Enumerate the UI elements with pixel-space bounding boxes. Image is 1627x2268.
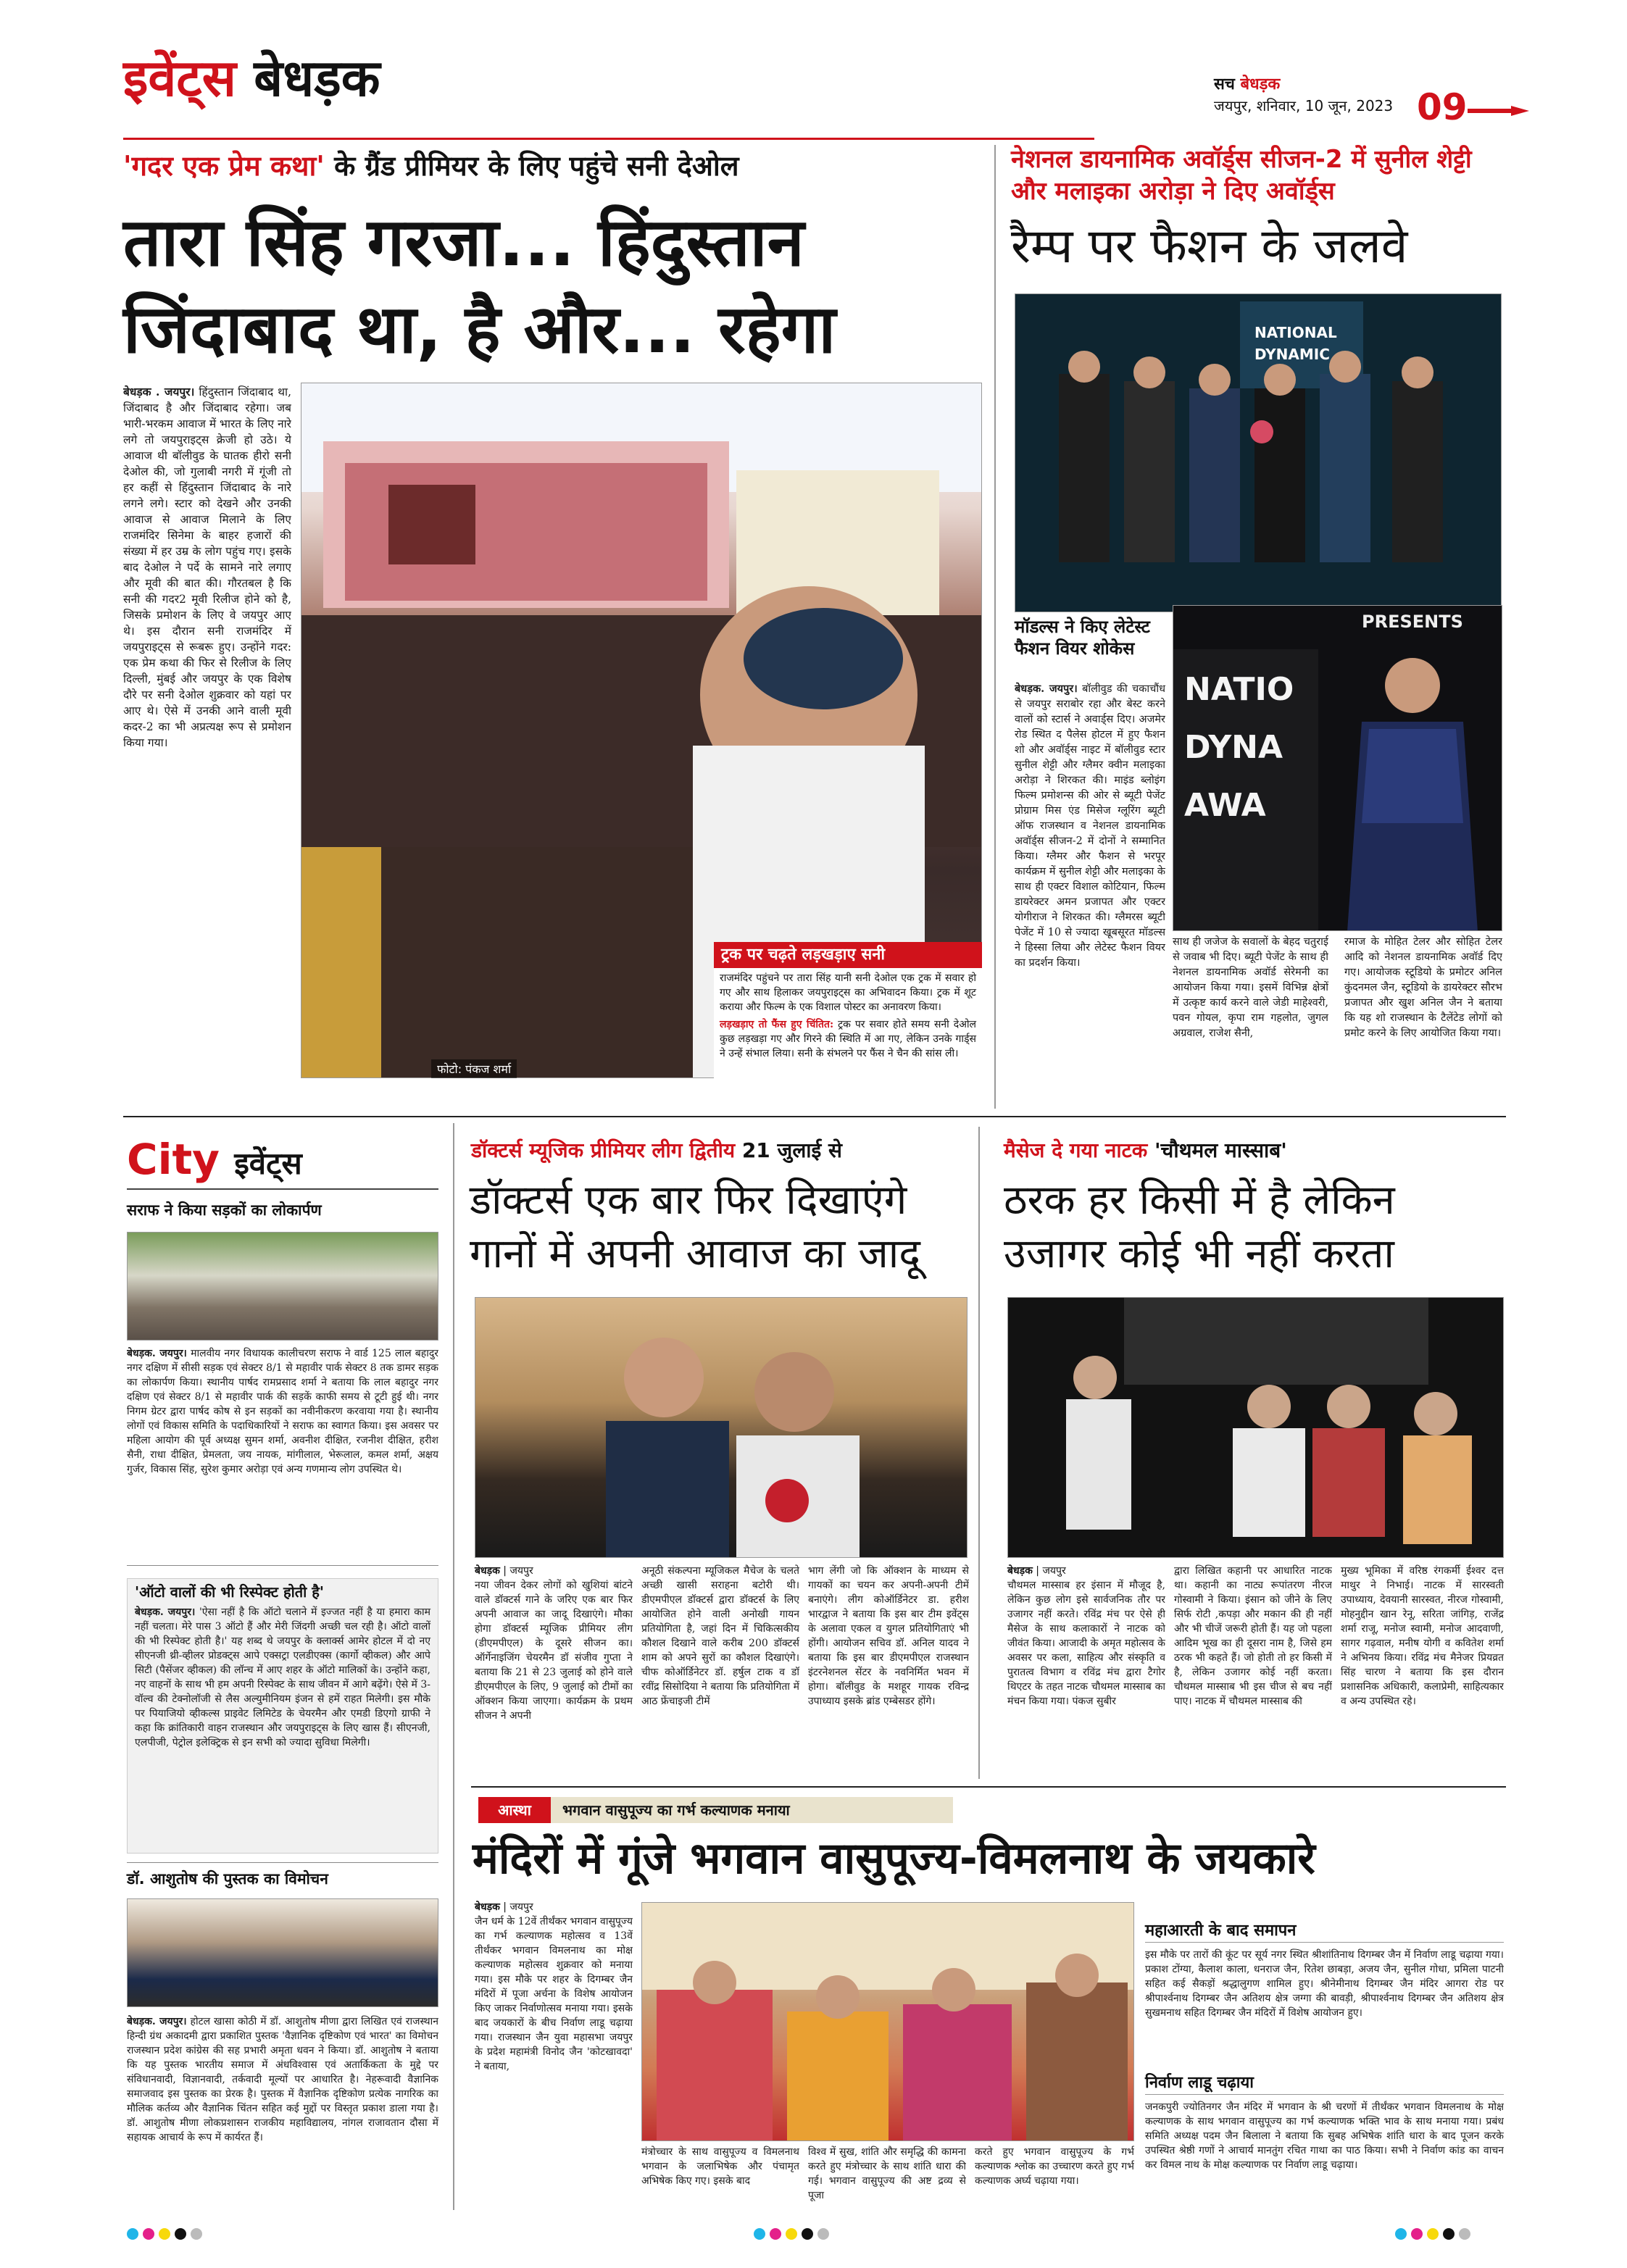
pen-nib-icon [1468, 105, 1529, 112]
section-title [123, 49, 380, 107]
nd-headline: रैम्प पर फैशन के जलवे [1011, 218, 1408, 274]
doctors-headline: डॉक्टर्स एक बार फिर दिखाएंगे गानों में अपनी आवाज का जादू [470, 1177, 921, 1277]
sunny-caption-sub: लड़खड़ाए तो फैंस हुए चिंतित: ट्रक पर सवार होते समय सनी देओल कुछ लड़खड़ा गए और गिरने की स्थिति में आ गए, लेकिन उनके गार्ड्स ने उन्हें संभाल लिया। सनी के संभलने पर फैंस ने चैन की सांस ली। [720, 1019, 977, 1059]
city-item2-box [127, 1578, 438, 1854]
page-number: 09 [1417, 86, 1468, 128]
tagline: सच बेधड़क [1214, 75, 1281, 93]
city-item2-body: बेधड़क. जयपुर। 'ऐसा नहीं है कि ऑटो चलाने में इज्जत नहीं है या हमारा काम नहीं चलता। मेरे पास 3 ऑटो हैं और मेरी जिंदगी अच्छी चल रही है। ऑटो वालों की भी रिस्पेक्ट होती है।' यह शब्द थे जयपुर के क्लार्क्स आमेर होटल में दो नए सीएनजी थ्री-व्हीलर प्रोडक्ट्स आपे एक्सट्रा एलडीएक्स (कार्गो व्हीकल) और आपे सिटी (पैसेंजर व्हीकल) की लॉन्च में आए शहर के ऑटो मालिकों के। उन्होंने कहा, नए वाहनों के साथ भी हम अपनी रिस्पेक्ट के साथ जीवन में आगे बढ़ेंगे। ऐसे में 3-वॉल्व की टेक्नोलॉजी से लैस अल्युमीनियम इंजन से हमें राहत मिलेगी। इस मौके पर पियाजियो व्हीकल्स प्राइवेट लिमिटेड के चेयरमैन और एमडी डिएगो ग्राफी ने कहा कि क्रांतिकारी वाहन राजस्थान और जयपुराइट्स के लिए खास हैं। सीएनजी, एलपीजी, पेट्रोल इलेक्ट्रिक से इन सभी को ज्यादा सुविधा मिलेगी। [135, 1606, 430, 1748]
doctors-col1: नया जीवन देकर लोगों को खुशियां बांटने वाले डॉक्टर्स गाने के जरिए एक बार फिर अपनी आवाज का जादू दिखाएंगे। मौका होगा डॉक्टर्स म्यूजिक प्रीमियर लीग (डीएमपीएल) के दूसरे सीजन का। ऑर्गेनाइजिंग चेयरमैन डॉ संजीव गुप्ता ने बताया कि 21 से 23 जुलाई को होने वाले डीएमपीएल के लिए, 9 जुलाई को टीमों का ऑक्शन किया जाएगा। कार्यक्रम के प्रथम सीजन ने अपनी [475, 1580, 633, 1722]
natak-col1: चौथमल मास्साब हर इंसान में मौजूद है, लेकिन कुछ लोग इसे सार्वजनिक तौर पर उजागर नहीं करते। रविंद्र मंच पर ऐसे ही मैसेज के साथ कलाकारों ने नाटक को जीवंत किया। आजादी के अमृत महोत्सव के अवसर पर कला, साहित्य और संस्कृति व पुरातत्व विभाग व रविंद्र मंच द्वारा टैगोर थिएटर के तहत नाटक चौथमल मास्साब का मंचन किया गया। पंकज सुबीर [1007, 1580, 1165, 1707]
aastha-photo [641, 1902, 1134, 2141]
nd-subhead: मॉडल्स ने किए लेटेस्ट फैशन वियर शोकेस [1015, 617, 1150, 659]
doctors-kicker: डॉक्टर्स म्यूजिक प्रीमियर लीग द्वितीय 21 जुलाई से [471, 1138, 842, 1162]
doctors-photo [475, 1297, 968, 1558]
aastha-sub1-title: महाआरती के बाद समापन [1145, 1920, 1504, 1943]
mid-rule [123, 1116, 1506, 1117]
city-item2-title: 'ऑटो वालों की भी रिस्पेक्ट होती है' [135, 1583, 325, 1601]
svg-text:DYNAMIC: DYNAMIC [1254, 346, 1330, 363]
nd-col3: रमाज के मोहित टेलर और सोहित टेलर आदि को नेशनल डायनामिक अवॉर्ड दिए गए। आयोजक स्टूडियो के प्रमोटर अनिल कुंदनमल जैन, स्टूडियो के डायरेक्टर सौरभ प्रजापत और खुश अनिल जैन ने बताया कि यह शो राजस्थान के टैलेंटेड लोगों को प्रमोट करने के लिए आयोजित किया गया। [1344, 936, 1502, 1039]
city-item1-title: सराफ ने किया सड़कों का लोकार्पण [127, 1201, 322, 1219]
aastha-label: आस्था [478, 1797, 551, 1823]
aastha-rule [471, 1786, 1506, 1788]
aastha-sub1-body: इस मौके पर तारों की कूंट पर सूर्य नगर स्थित श्रीशांतिनाथ दिगम्बर जैन में निर्वाण लाडू चढ़ाया गया। प्रकाश टोंग्या, कैलाश काला, धनराज जैन, रितेश छाबड़ा, अजय जैन, सुनील गोधा, प्रमिला पाटनी सहित कई सैकड़ों श्रद्धालुगण शामिल हुए। श्रीनेमीनाथ दिगम्बर जैन मंदिर आगरा रोड पर श्रीपार्श्वनाथ दिगम्बर जैन अतिशय क्षेत्र जग्गा की बावड़ी, श्रीपार्श्वनाथ दिगम्बर जैन अतिशय क्षेत्र सुखमनाथ सहित दिगम्बर जैन मंदिरों में विशेष आयोजन हुए। [1145, 1949, 1504, 2019]
doctors-natak-divider [978, 1127, 980, 1779]
sunny-body: बेधड़क . जयपुर। हिंदुस्तान जिंदाबाद था, जिंदाबाद है और जिंदाबाद रहेगा। जब भारी-भरकम आवाज में भारत के लिए नारे लगे तो जयपुराइट्स क्रेजी हो उठे। ये आवाज थी बॉलीवुड के घातक हीरो सनी देओल की, जो गुलाबी नगरी में गूंजी तो हर कहीं से हिंदुस्तान जिंदाबाद के नारे लगने लगे। स्टार को देखने और उनकी आवाज से आवाज मिलाने के लिए राजमंदिर सिनेमा के बाहर हजारों की संख्या में हर उम्र के लोग पहुंच गए। इसके बाद देओल ने पर्दे के सामने नारे लगाए और मूवी की बात की। गौरतबल है कि सनी की गदर2 मूवी रिलीज होने को है, जिसके प्रमोशन के लिए वे जयपुर आए थे। इस दौरान सनी राजमंदिर में जयपुराइट्स से रूबरू हुए। उन्होंने गदर: एक प्रेम कथा की फिर से रिलीज के लिए दिल्ली, मुंबई और जयपुर के एक विशेष दौरे पर सनी देओल शुक्रवार को यहां पर आए थे। ऐसे में उनकी आने वाली मूवी कदर-2 का भी अप्रत्यक्ष रूप से प्रमोशन किया गया। [123, 385, 291, 749]
city-item3-photo [127, 1898, 438, 2007]
city-item3-body: बेधड़क. जयपुर। होटल खासा कोठी में डॉ. आशुतोष मीणा द्वारा लिखित एवं राजस्थान हिन्दी ग्रंथ अकादमी द्वारा प्रकाशित पुस्तक 'वैज्ञानिक दृष्टिकोण एवं भारत' का विमोचन राजस्थान प्रदेश कांग्रेस की सह प्रभारी अमृता धवन ने किया। डॉ. आशुतोष ने बताया कि यह पुस्तक भारतीय समाज में अंधविश्वास एवं अतार्किकता के मुद्दे पर संविधानवादी, विज्ञानवादी, तर्कवादी मूल्यों पर आधारित है। नेहरूवादी वैज्ञानिक समाजवाद इस पुस्तक का प्रेरक है। पुस्तक में वैज्ञानिक दृष्टिकोण प्रत्येक नागरिक का मौलिक कर्तव्य और वैज्ञानिक चिंतन सहित कई मुद्दों पर विस्तृत प्रकाश डाला गया है। डॉ. आशुतोष मीणा लोकप्रशासन राजकीय महाविद्यालय, नांगल राजावतान दौसा में सहायक आचार्य के रूप में कार्यरत हैं। [127, 2016, 438, 2143]
sunny-kicker: 'गदर एक प्रेम कथा' के ग्रैंड प्रीमियर के लिए पहुंचे सनी देओल [123, 150, 739, 182]
svg-text:DYNA: DYNA [1184, 729, 1283, 766]
black-dot [175, 2228, 186, 2240]
natak-byline: बेधड़क | जयपुर [1007, 1565, 1066, 1577]
sunny-caption-box [714, 942, 982, 1078]
aastha-sub2-title: निर्वाण लाडू चढ़ाया [1145, 2072, 1504, 2095]
sunny-byline: बेधड़क . जयपुर। [123, 385, 195, 399]
cyan-dot [127, 2228, 138, 2240]
nd-col1: बेधड़क. जयपुर। बॉलीवुड की चकाचौंध से जयपुर सराबोर रहा और बेस्ट करने वालों को स्टार्स ने अवार्ड्स दिए। अजमेर रोड स्थित द पैलेस होटल में हुए फैशन शो और अवॉर्ड्स नाइट में बॉलीवुड स्टार सुनील शेट्टी और ग्लैमर क्वीन मलाइका अरोड़ा ने शिरकत की। माइंड ब्लोइंग फिल्म प्रमोशन्स की ओर से ब्यूटी पेजेंट प्रोग्राम मिस एंड मिसेज ग्लूरिंग ब्यूटी ऑफ राजस्थान व नेशनल डायनामिक अवॉर्ड्स सीजन-2 में दोनों ने सम्मानित किया। ग्लैमर और फैशन से भरपूर कार्यक्रम में सुनील शेट्टी और मलाइका के साथ ही एक्टर विशाल कोटियान, फिल्म डायरेक्टर अमन प्रजापत और एक्टर योगीराज ने शिरकत की। ग्लैमरस ब्यूटी पेजेंट में 10 से ज्यादा खूबसूरत मॉडल्स ने हिस्सा लिया और लेटेस्ट फैशन वियर का प्रदर्शन किया। [1015, 683, 1165, 969]
nd-col2: साथ ही जजेज के सवालों के बेहद चतुराई से जवाब भी दिए। ब्यूटी पेजेंट के साथ ही नेशनल डायनामिक अवॉर्ड सेरेमनी का आयोजन किया गया। इसमें विभिन्न क्षेत्रों में उत्कृष्ट कार्य करने वाले जेडी माहेश्वरी, पवन गोयल, कृपा राम गहलोत, जुगल अग्रवाल, राजेश सैनी, [1173, 936, 1328, 1039]
doctors-col2: अनूठी संकल्पना म्यूजिकल मैचेज के चलते अच्छी खासी सराहना बटोरी थी। डीएमपीएल डॉक्टर्स द्वारा डॉक्टर्स के लिए आयोजित होने वाली अनोखी गायन प्रतियोगिता है, जहां दिन में चिकित्सकीय कौशल दिखाने वाले करीब 200 डॉक्टर्स शाम को अपने सुरों का कौशल दिखाएंगे। चीफ कोऑर्डिनेटर डॉ. हर्षुल टाक व डॉ रवींद्र सिसोदिया ने बताया कि प्रतियोगिता में आठ फ्रेंचाइजी टीमें [641, 1565, 799, 1707]
masthead [123, 43, 1507, 128]
city-item1-photo [127, 1232, 438, 1341]
aastha-kicker: भगवान वासुपूज्य का गर्भ कल्याणक मनाया [551, 1797, 953, 1823]
aastha-col4: करते हुए भगवान वासुपूज्य के गर्भ कल्याणक श्लोक का उच्चारण करते हुए गर्भ कल्याणक अर्घ्य चढ़ाया गया। [975, 2146, 1134, 2187]
aastha-sub2-body: जनकपुरी ज्योतिनगर जैन मंदिर में भगवान के श्री चरणों में तीर्थंकर भगवान विमलनाथ के मोक्ष कल्याणक के साथ भगवान वासुपूज्य का गर्भ कल्याणक भक्ति भाव के साथ मनाया गया। प्रबंध समिति अध्यक्ष पदम जैन बिलाला ने बताया कि सुबह अभिषेक शांति धारा के बाद पूजन करके उपस्थित श्रेष्ठी गणों ने आचार्य मानतुंग रचित गाथा का पाठ किया। सभी ने निर्वाण कांड का वाचन कर विमल नाथ के मोक्ष कल्याणक पर निर्वाण लाडू चढ़ाया। [1145, 2101, 1504, 2171]
city-logo: City इवेंट्स [127, 1135, 302, 1184]
city-item3-title: डॉ. आशुतोष की पुस्तक का विमोचन [127, 1870, 328, 1888]
section-title-red: इवेंट्स [123, 49, 236, 108]
doctors-col3: भाग लेंगी जो कि ऑक्शन के माध्यम से गायकों का चयन कर अपनी-अपनी टीमें बनाएंगे। लीग कोऑर्डिनेटर डा. हरीश भारद्वाज ने बताया कि इस बार टीम इवेंट्स के अलावा एकल व युगल प्रतियोगिताएं भी होंगी। आयोजन सचिव डॉ. अनिल यादव ने बताया कि इस बार डीएमपीएल राजस्थान इंटरनेशनल सेंटर के नवनिर्मित भवन में होगा। बॉलीवुड के मशहूर गायक रविन्द्र उपाध्याय इसके ब्रांड एम्बेसडर होंगे। [808, 1565, 969, 1707]
sunny-headline: तारा सिंह गरजा... हिंदुस्तान जिंदाबाद था, है और... रहेगा [123, 204, 836, 368]
city-divider-1 [127, 1565, 438, 1566]
registration-marks-right [1395, 2228, 1475, 2243]
natak-col3: मुख्य भूमिका में वरिष्ठ रंगकर्मी ईश्वर दत्त माथुर ने निभाई। नाटक में सारस्वती उपाध्याय, देवयानी सारस्वत, नीरज गोस्वामी, मोहनुद्दीन खान रेनू, सरिता जांगिड़, राजेंद्र शर्मा राजू, मनोज स्वामी, मनोज आदवाणी, सागर गढ़वाल, मनीष योगी व कवितेश शर्मा ने अभिनय किया। रविंद्र मंच मैनेजर प्रियव्रत सिंह चारण ने बताया कि इस दौरान प्रशासनिक अधिकारी, कलाप्रेमी, साहित्यकार व अन्य उपस्थित रहे। [1341, 1565, 1504, 1707]
masthead-rule [123, 138, 1094, 140]
city-divider-2 [127, 1862, 438, 1863]
nd-group-photo [1015, 293, 1502, 612]
city-rule [127, 1188, 438, 1190]
sunny-photo-credit: फोटो: पंकज शर्मा [431, 1059, 517, 1078]
nd-malaika-photo [1173, 605, 1502, 931]
aastha-headline: मंदिरों में गूंजे भगवान वासुपूज्य-विमलनाथ के जयकारे [473, 1833, 1315, 1884]
natak-headline: ठरक हर किसी में है लेकिन उजागर कोई भी नहीं करता [1004, 1177, 1395, 1277]
aastha-byline: बेधड़क | जयपुर [475, 1901, 533, 1913]
top-column-divider [994, 145, 996, 1109]
svg-text:AWA: AWA [1184, 787, 1266, 824]
aastha-col2: मंत्रोच्चार के साथ वासुपूज्य व विमलनाथ भगवान के जलाभिषेक और पंचामृत अभिषेक किए गए। इसके बाद [641, 2146, 799, 2187]
city-item1-body: बेधड़क. जयपुर। मालवीय नगर विधायक कालीचरण सराफ ने वार्ड 125 लाल बहादुर नगर दक्षिण में सीसी सड़क एवं सेक्टर 8/1 से महावीर पार्क सेक्टर 8 तक डामर सड़क का लोकार्पण किया। स्थानीय पार्षद रामप्रसाद शर्मा ने बताया कि लाल बहादुर नगर दक्षिण एवं सेक्टर 8/1 से महावीर पार्क की सड़कें काफी समय से टूटी हुई थी। नगर निगम ग्रेटर द्वारा पार्षद कोष से इन सड़कों का नवीनीकरण करवाया गया है। स्थानीय लोगों एवं विकास समिति के पदाधिकारियों ने सराफ का स्वागत किया। इस अवसर पर महिला आयोग की पूर्व अध्यक्ष सुमन शर्मा, अवनीश दीक्षित, रजनीश दीक्षित, हरीश सैनी, राधा दीक्षित, प्रेमलता, जय नायक, मांगीलाल, भेरूलाल, कमल शर्मा, अक्षय गुर्जर, विकास सिंह, सुरेश कुमार अरोड़ा एवं अन्य गणमान्य लोग उपस्थित थे। [127, 1348, 438, 1475]
natak-photo [1007, 1297, 1504, 1558]
registration-marks-left [127, 2228, 207, 2243]
dateline: जयपुर, शनिवार, 10 जून, 2023 [1214, 97, 1394, 114]
grey-dot [191, 2228, 202, 2240]
doctors-byline: बेधड़क | जयपुर [475, 1565, 533, 1577]
natak-kicker: मैसेज दे गया नाटक 'चौथमल मास्साब' [1004, 1138, 1287, 1162]
section-title-black: बेधड़क [254, 49, 380, 108]
nd-presents-text: PRESENTS [1362, 612, 1463, 632]
aastha-col3: विश्व में सुख, शांति और समृद्धि की कामना करते हुए मंत्रोच्चार के साथ शांति धारा की गई। भगवान वासुपूज्य की अष्ट द्रव्य से पूजा [808, 2146, 966, 2201]
nd-stage-logo: NATIONAL [1254, 324, 1337, 341]
nd-kicker: नेशनल डायनामिक अवॉर्ड्स सीजन-2 में सुनील शेट्टी और मलाइका अरोड़ा ने दिए अवॉर्ड्स [1011, 145, 1472, 206]
nd-poster-text: NATIO [1184, 671, 1294, 708]
registration-marks-center [754, 2228, 833, 2243]
sunny-caption-text: राजमंदिर पहुंचने पर तारा सिंह यानी सनी देओल एक ट्रक में सवार हो गए और साथ हिलाकर जयपुराइट्स का अभिवादन किया। ट्रक में शूट कराया और फिल्म के एक विशाल पोस्टर का अनावरण किया। [720, 972, 976, 1013]
aastha-col1: जैन धर्म के 12वें तीर्थंकर भगवान वासुपूज्य का गर्भ कल्याणक महोत्सव व 13वें तीर्थंकर भगवान विमलनाथ का मोक्ष कल्याणक महोत्सव शुक्रवार को मनाया गया। इस मौके पर शहर के दिगम्बर जैन मंदिरों में पूजा अर्चना के विशेष आयोजन किए जाकर निर्वाणोत्सव मनाया गया। इसके बाद जयकारों के बीच निर्वाण लाडू चढ़ाया गया। राजस्थान जैन युवा महासभा जयपुर के प्रदेश महामंत्री विनोद जैन 'कोटखावदा' ने बताया, [475, 1916, 633, 2072]
natak-col2: द्वारा लिखित कहानी पर आधारित नाटक था। कहानी का नाट्य रूपांतरण नीरज गोस्वामी ने किया। इंसान को जीने के लिए सिर्फ रोटी ,कपड़ा और मकान की ही नहीं और भी चीजें जरूरी होती हैं। यह जो पहला आदिम भूख का ही दूसरा नाम है, जिसे हम ठरक भी कहते हैं। जो होती तो हर किसी में है, लेकिन उजागर कोई नहीं करता। चौथमल मास्साब भी इस चीज से बच नहीं पाए। नाटक में चौथमल मास्साब की [1174, 1565, 1332, 1707]
sunny-caption-head: ट्रक पर चढ़ते लड़खड़ाए सनी [714, 942, 982, 968]
magenta-dot [143, 2228, 154, 2240]
city-column-divider [453, 1123, 454, 2210]
yellow-dot [159, 2228, 170, 2240]
